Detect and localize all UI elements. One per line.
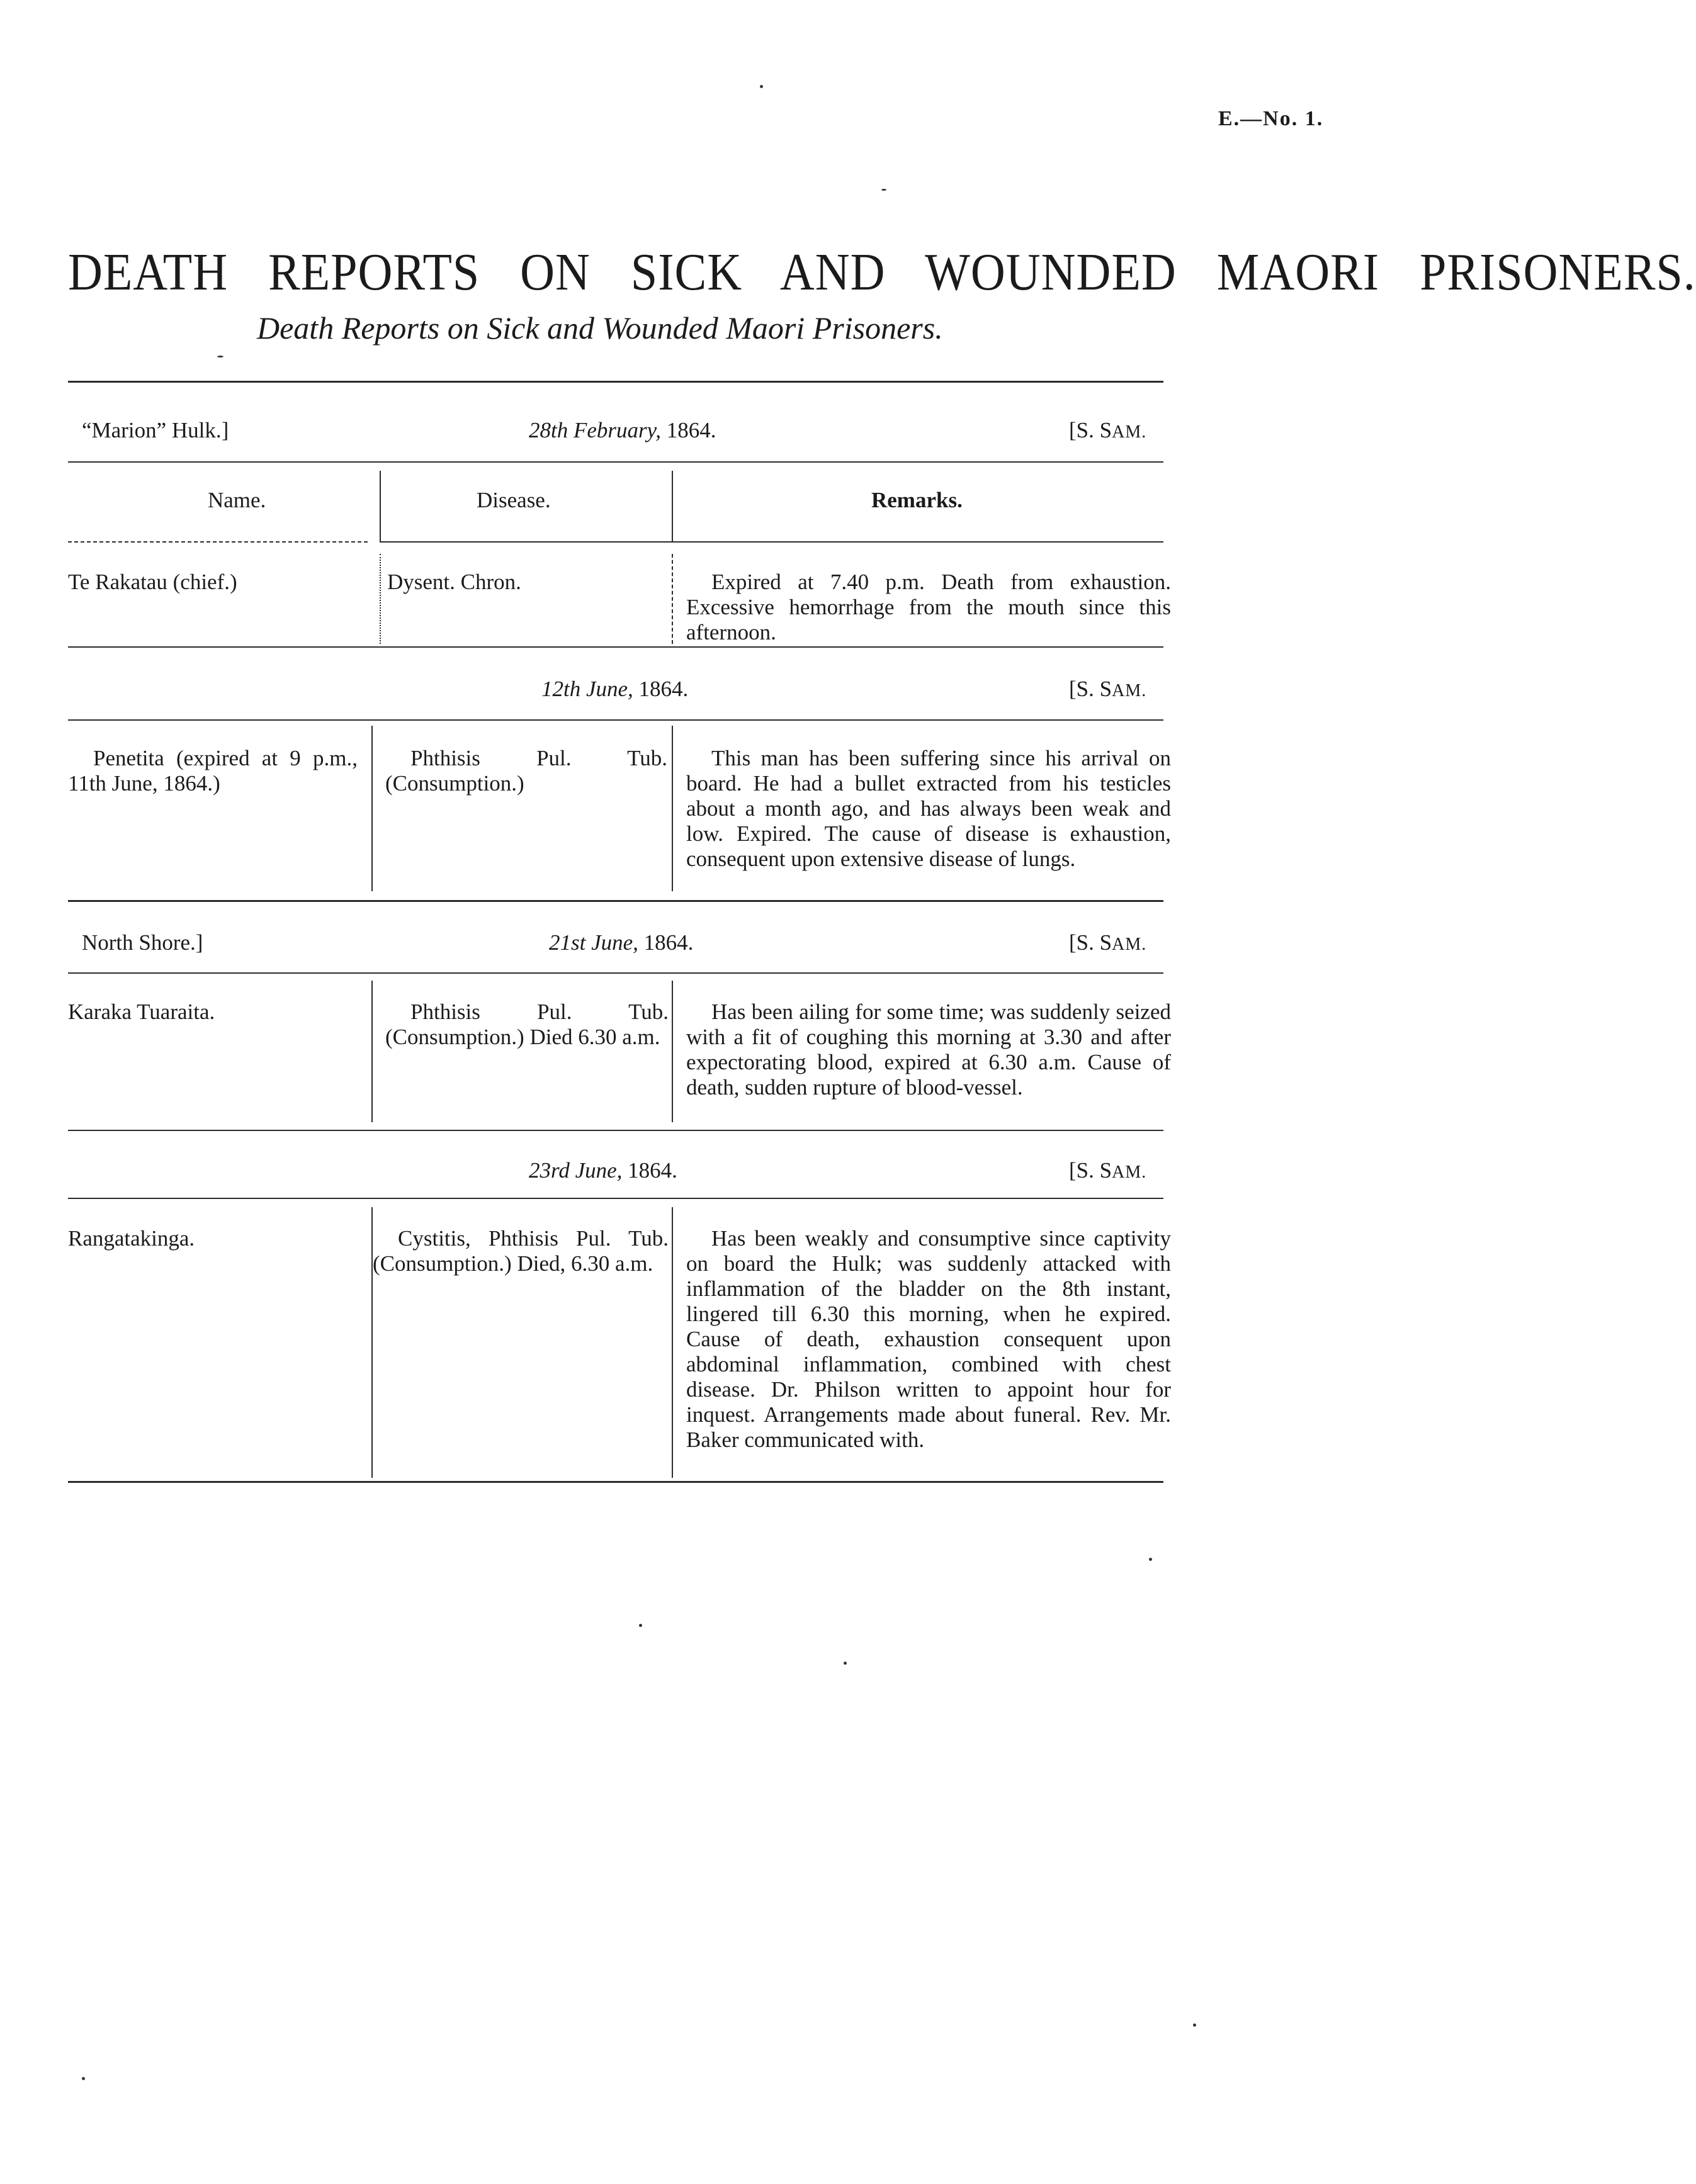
signature-suffix: AM. [1112, 935, 1147, 954]
signature-suffix: AM. [1112, 1162, 1147, 1182]
column-divider [371, 1207, 373, 1478]
report-date-year: 1864. [666, 418, 716, 442]
speck [760, 85, 763, 88]
speck [82, 2077, 85, 2080]
report-date-day: 28th February, [529, 418, 661, 442]
column-divider [672, 1207, 673, 1478]
column-divider [672, 726, 673, 891]
page-title: DEATH REPORTS ON SICK AND WOUNDED MAORI PRISONERS. [68, 243, 1696, 301]
column-divider [672, 471, 673, 541]
report-location: North Shore.] [82, 930, 203, 955]
patient-name: Te Rakatau (chief.) [68, 570, 237, 594]
divider [68, 461, 1163, 463]
report-date [529, 418, 716, 443]
page-subtitle: Death Reports on Sick and Wounded Maori Prisoners. [257, 310, 943, 346]
column-divider [371, 981, 373, 1122]
divider [68, 719, 1163, 721]
column-header-remarks: Remarks. [871, 488, 963, 512]
patient-name: Penetita (expired at 9 p.m., 11th June, 1864.) [68, 746, 358, 796]
patient-disease: Phthisis Pul. Tub. (Consumption.) [385, 746, 667, 796]
report-location: “Marion” Hulk.] [82, 418, 229, 442]
signature-prefix: [S. S [1069, 677, 1112, 701]
report-date [529, 1158, 677, 1183]
report-date-year: 1864. [628, 1158, 677, 1183]
page-reference: E.—No. 1. [1218, 107, 1324, 130]
report-date-day: 12th June, [541, 677, 633, 701]
column-divider [672, 554, 673, 644]
speck [217, 356, 223, 357]
divider [68, 972, 1163, 974]
speck [639, 1624, 642, 1627]
signature-suffix: AM. [1112, 681, 1147, 701]
report-signature [1069, 1158, 1146, 1183]
speck [844, 1662, 847, 1665]
patient-remarks: Expired at 7.40 p.m. Death from exhaustion. Excessive hemorrhage from the mouth since this afternoon. [686, 570, 1171, 645]
divider [68, 1130, 1163, 1131]
report-date [541, 677, 688, 702]
speck [1193, 2024, 1196, 2027]
report-date-day: 21st June, [549, 930, 638, 955]
divider [68, 646, 1163, 648]
patient-remarks: Has been ailing for some time; was suddenly seized with a fit of coughing this morning at 3.30 and after expectorating blood, expired at 6.30 a.m. Cause of death, sudden rupture of blood-vessel. [686, 999, 1171, 1100]
signature-prefix: [S. S [1069, 418, 1112, 442]
signature-prefix: [S. S [1069, 1158, 1112, 1183]
divider [68, 541, 368, 543]
column-divider [380, 554, 381, 644]
signature-suffix: AM. [1112, 422, 1147, 442]
report-signature [1069, 418, 1146, 443]
column-divider [672, 981, 673, 1122]
divider [68, 900, 1163, 902]
report-date [549, 930, 693, 955]
column-header-disease: Disease. [477, 488, 551, 512]
signature-prefix: [S. S [1069, 930, 1112, 955]
report-date-day: 23rd June, [529, 1158, 623, 1183]
patient-name: Karaka Tuaraita. [68, 999, 215, 1024]
report-date-year: 1864. [643, 930, 694, 955]
patient-disease: Cystitis, Phthisis Pul. Tub. (Consumption.) Died, 6.30 a.m. [373, 1226, 669, 1276]
column-header-name: Name. [208, 488, 266, 512]
divider [68, 1198, 1163, 1199]
column-divider [380, 471, 381, 541]
patient-disease: Phthisis Pul. Tub. (Consumption.) Died 6.30 a.m. [385, 999, 669, 1049]
divider [380, 541, 1163, 543]
speck [1149, 1558, 1152, 1561]
column-divider [371, 726, 373, 891]
speck [881, 189, 886, 191]
report-signature [1069, 677, 1146, 702]
divider [68, 1481, 1163, 1483]
patient-remarks: This man has been suffering since his arrival on board. He had a bullet extracted from his testicles about a month ago, and has always been weak and low. Expired. The cause of disease is exhaustion, consequent upon extensive disease of lungs. [686, 746, 1171, 871]
patient-name: Rangatakinga. [68, 1226, 195, 1251]
patient-remarks: Has been weakly and consumptive since captivity on board the Hulk; was suddenly attacked with inflammation of the bladder on the 8th instant, lingered till 6.30 this morning, when he expired. Cause of death, exhaustion consequent upon abdominal inflammation, combined with chest disease. Dr. Philson written to appoint hour for inquest. Arrangements made about funeral. Rev. Mr. Baker communicated with. [686, 1226, 1171, 1452]
patient-disease: Dysent. Chron. [387, 570, 521, 594]
report-date-year: 1864. [638, 677, 689, 701]
report-signature [1069, 930, 1146, 955]
divider [68, 381, 1163, 383]
